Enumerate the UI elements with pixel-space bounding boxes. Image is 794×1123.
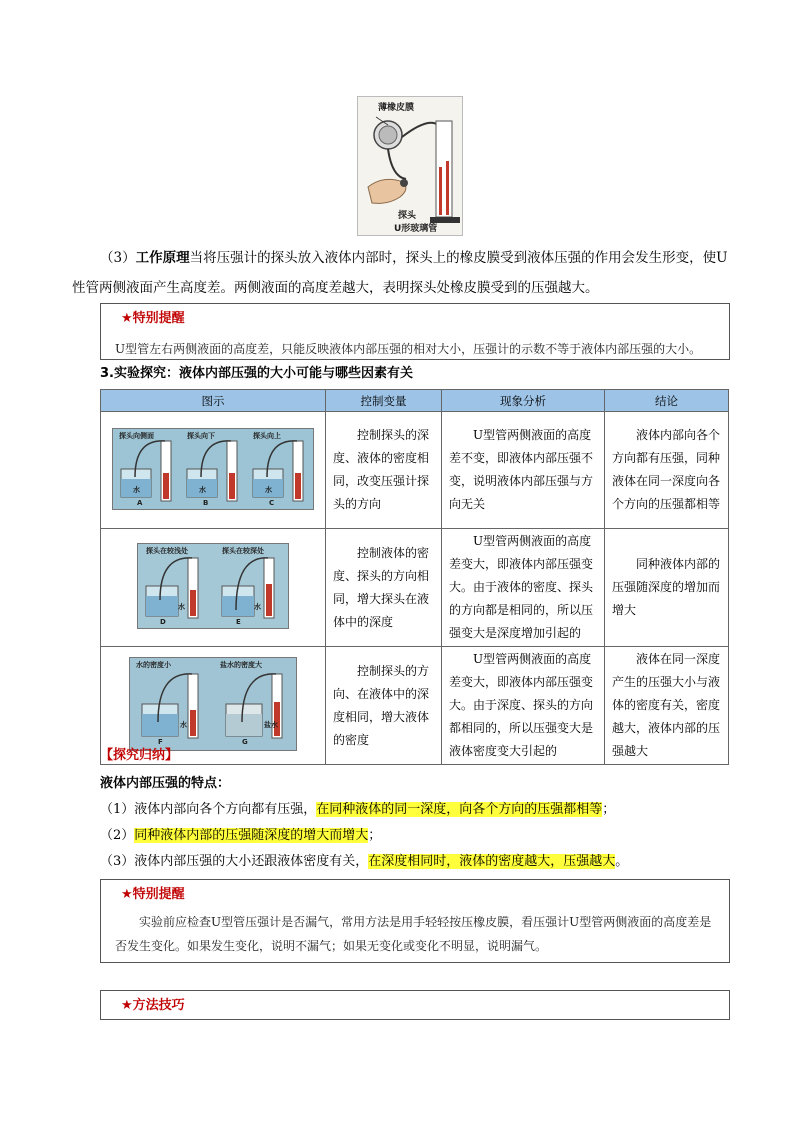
photo-label: 探头在较浅处 bbox=[146, 547, 188, 555]
header-conclusion: 结论 bbox=[605, 390, 729, 412]
highlight-text: 在深度相同时，液体的密度越大，压强越大 bbox=[368, 854, 616, 869]
summary-subtitle: 液体内部压强的特点： bbox=[100, 776, 231, 791]
header-figure: 图示 bbox=[101, 390, 326, 412]
photo-label: 水 bbox=[180, 721, 187, 729]
highlight-text: 同种液体内部的压强随深度的增大而增大 bbox=[134, 828, 369, 843]
summary-item-3: （3）液体内部压强的大小还跟液体密度有关，在深度相同时，液体的密度越大，压强越大。 bbox=[100, 854, 629, 869]
analysis-cell: U型管两侧液面的高度差不变，即液体内部压强不变，说明液体内部压强与方向无关 bbox=[449, 428, 594, 511]
header-analysis: 现象分析 bbox=[442, 390, 605, 412]
special-note-title: ★特别提醒 bbox=[121, 887, 185, 902]
analysis-cell: U型管两侧液面的高度差变大，即液体内部压强变大。由于深度、探头的方向都相同的，所以压强变大是液体密度变大引起的 bbox=[449, 652, 594, 758]
conclusion-cell: 液体在同一深度产生的压强大小与液体的密度有关，密度越大，液体内部的压强越大 bbox=[612, 652, 721, 758]
special-note-body: 实验前应检查U型管压强计是否漏气，常用方法是用手轻轻按压橡皮膜，看压强计U型管两侧液面的高度差是否发生变化。如果发生变化，说明不漏气；如果无变化或变化不明显，说明漏气。 bbox=[115, 915, 712, 953]
experiment-illustration bbox=[130, 658, 296, 750]
figure-cell bbox=[101, 529, 326, 647]
photo-label: 探头向上 bbox=[253, 431, 281, 440]
photo-label: 水 bbox=[265, 485, 272, 494]
figure-cell bbox=[101, 412, 326, 529]
photo-label: 水 bbox=[199, 485, 206, 494]
experiment-photo-abc bbox=[112, 428, 314, 510]
photo-label: 探头在较深处 bbox=[222, 547, 264, 555]
photo-label: F bbox=[158, 738, 163, 746]
u-tube-label: U形玻璃管 bbox=[394, 224, 438, 234]
star-icon: ★ bbox=[121, 998, 133, 1013]
photo-label: 盐水的密度大 bbox=[220, 661, 262, 669]
highlight-text: 在同种液体的同一深度，向各个方向的压强都相等 bbox=[316, 802, 603, 817]
photo-label: 水 bbox=[133, 485, 140, 494]
photo-label: A bbox=[137, 498, 143, 507]
pressure-gauge-figure bbox=[357, 96, 463, 236]
table-row bbox=[101, 647, 729, 765]
table-header-row bbox=[101, 390, 729, 412]
principle-text: 当将压强计的探头放入液体内部时，探头上的橡皮膜受到液体压强的作用会发生形变，使U性管两侧液面产生高度差。两侧液面的高度差越大，表明探头处橡皮膜受到的压强越大。 bbox=[72, 250, 728, 296]
photo-label: 水 bbox=[254, 603, 261, 611]
control-cell: 控制探头的深度、液体的密度相同，改变压强计探头的方向 bbox=[333, 428, 430, 511]
photo-label: E bbox=[236, 618, 241, 626]
photo-label: B bbox=[203, 498, 209, 507]
conclusion-cell: 同种液体内部的压强随深度的增加而增大 bbox=[612, 557, 721, 617]
header-control: 控制变量 bbox=[326, 390, 442, 412]
photo-label: C bbox=[269, 498, 275, 507]
special-note-title: ★特别提醒 bbox=[121, 311, 185, 326]
photo-label: 探头向下 bbox=[187, 431, 215, 440]
experiment-table bbox=[100, 389, 729, 765]
special-note-box-2 bbox=[100, 879, 730, 963]
star-icon: ★ bbox=[121, 887, 133, 902]
summary-item-1: （1）液体内部向各个方向都有压强，在同种液体的同一深度，向各个方向的压强都相等； bbox=[100, 802, 616, 817]
table-row bbox=[101, 412, 729, 529]
principle-heading: 工作原理 bbox=[135, 250, 190, 266]
photo-label: 水的密度小 bbox=[136, 661, 171, 669]
principle-prefix: （3） bbox=[100, 250, 136, 266]
membrane-label: 薄橡皮膜 bbox=[378, 103, 415, 113]
star-icon: ★ bbox=[121, 311, 133, 326]
principle-paragraph bbox=[72, 243, 740, 303]
method-tips-box bbox=[100, 990, 730, 1020]
photo-label: G bbox=[242, 738, 248, 746]
analysis-cell: U型管两侧液面的高度差变大，即液体内部压强变大。由于液体的密度、探头的方向都是相同的，所以压强变大是深度增加引起的 bbox=[449, 534, 594, 640]
summary-heading: 【探究归纳】 bbox=[100, 748, 179, 763]
photo-label: 水 bbox=[178, 603, 185, 611]
method-tips-title: ★方法技巧 bbox=[121, 998, 185, 1013]
control-cell: 控制液体的密度、探头的方向相同，增大探头在液体中的深度 bbox=[333, 545, 430, 629]
photo-label: 盐水 bbox=[264, 721, 278, 729]
control-cell: 控制探头的方向、在液体中的深度相同，增大液体的密度 bbox=[333, 663, 430, 747]
experiment-photo-fg bbox=[129, 657, 297, 751]
section-title: 3.实验探究：液体内部压强的大小可能与哪些因素有关 bbox=[100, 366, 413, 381]
photo-label: 探头向侧面 bbox=[119, 431, 154, 440]
special-note-body: U型管左右两侧液面的高度差，只能反映液体内部压强的相对大小，压强计的示数不等于液体内部压强的大小。 bbox=[115, 342, 702, 356]
conclusion-cell: 液体内部向各个方向都有压强，同种液体在同一深度向各个方向的压强都相等 bbox=[612, 428, 721, 511]
photo-label: D bbox=[160, 618, 166, 626]
experiment-illustration bbox=[113, 429, 313, 509]
summary-item-2: （2）同种液体内部的压强随深度的增大而增大； bbox=[100, 828, 382, 843]
experiment-photo-de bbox=[137, 543, 289, 629]
experiment-illustration bbox=[138, 544, 288, 628]
table-row bbox=[101, 529, 729, 647]
special-note-box bbox=[100, 303, 730, 360]
probe-label: 探头 bbox=[398, 211, 417, 221]
